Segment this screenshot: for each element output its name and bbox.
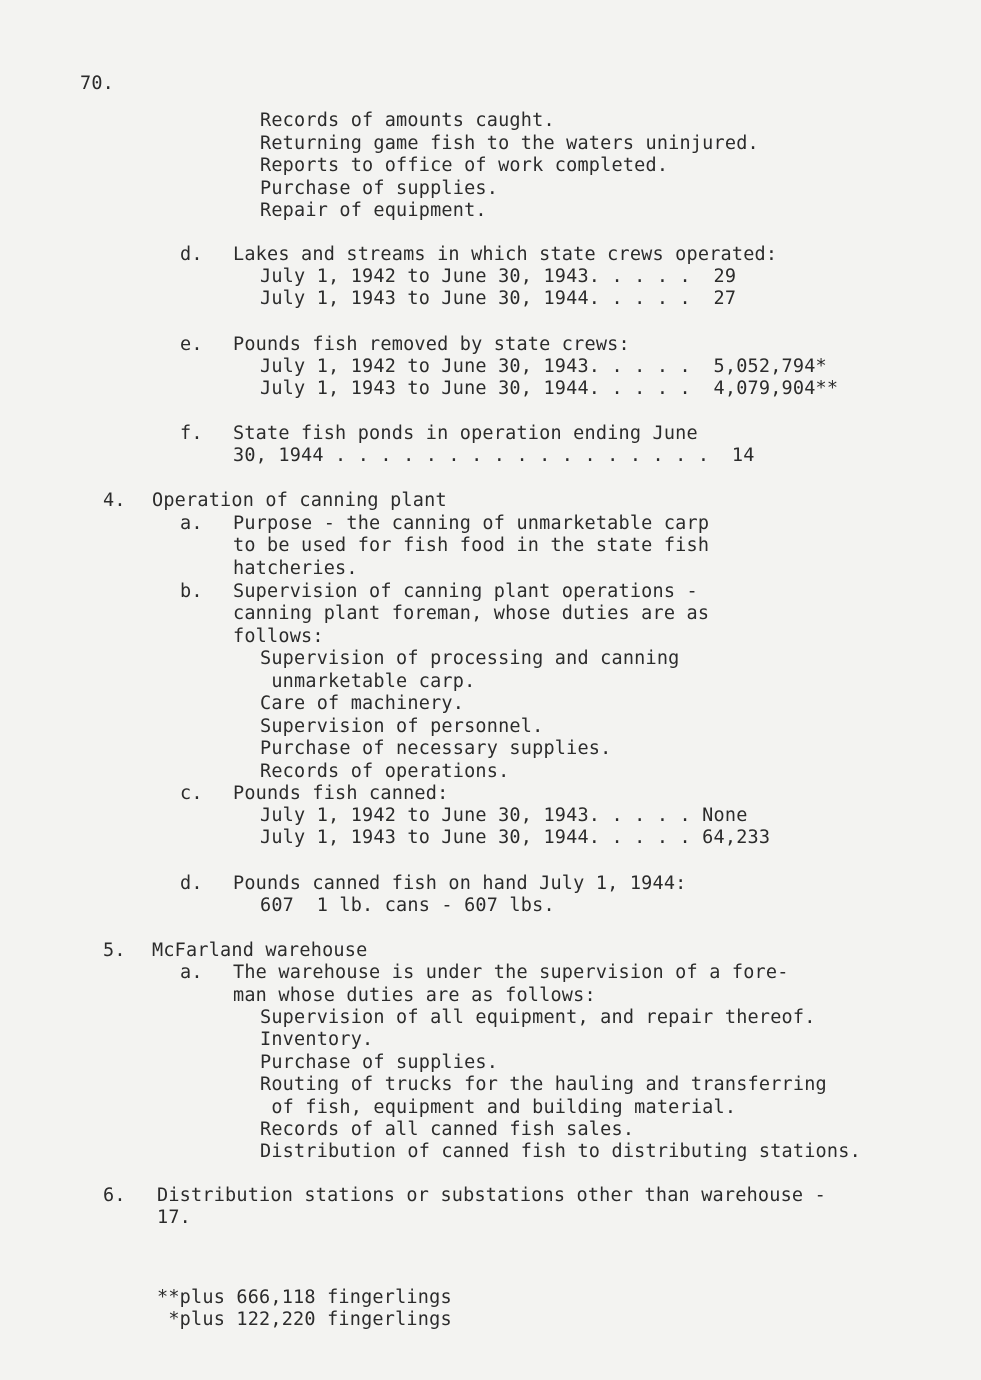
section-number: 6. — [103, 1185, 126, 1206]
pounds-removed-heading: Pounds fish removed by state crews: — [233, 334, 630, 355]
duty-item: Care of machinery. — [260, 693, 465, 714]
section-title: McFarland warehouse — [152, 940, 368, 961]
duty-item: Supervision of all equipment, and repair thereof. — [260, 1007, 816, 1028]
pounds-canned-row: July 1, 1942 to June 30, 1943. . . . . None — [260, 805, 748, 826]
item-label-a: a. — [180, 962, 203, 983]
section-number: 5. — [103, 940, 126, 961]
item-label-f: f. — [180, 423, 203, 444]
item-label-b: b. — [180, 581, 203, 602]
duty-item: of fish, equipment and building material. — [260, 1097, 737, 1118]
duty-item: Supervision of personnel. — [260, 716, 544, 737]
footnote: *plus 122,220 fingerlings — [157, 1309, 452, 1330]
item-label-d: d. — [180, 873, 203, 894]
canned-on-hand-heading: Pounds canned fish on hand July 1, 1944: — [233, 873, 687, 894]
lakes-heading: Lakes and streams in which state crews operated: — [233, 244, 778, 265]
duty-item: Purchase of necessary supplies. — [260, 738, 612, 759]
distribution-line: Distribution stations or substations other than warehouse - — [157, 1185, 826, 1206]
list-item: Records of amounts caught. — [260, 110, 555, 131]
item-label-c: c. — [180, 783, 203, 804]
page-number: 70. — [80, 73, 115, 94]
pounds-removed-row: July 1, 1942 to June 30, 1943. . . . . 5,052,794* — [260, 356, 827, 377]
list-item: Purchase of supplies. — [260, 178, 499, 199]
duty-item: Routing of trucks for the hauling and transferring — [260, 1074, 827, 1095]
distribution-count: 17. — [157, 1207, 192, 1228]
section-number: 4. — [103, 490, 126, 511]
purpose-line: Purpose - the canning of unmarketable carp — [233, 513, 710, 534]
supervision-line: canning plant foreman, whose duties are as — [233, 603, 710, 624]
duty-item: unmarketable carp. — [260, 671, 476, 692]
item-label-d: d. — [180, 244, 203, 265]
lakes-row: July 1, 1942 to June 30, 1943. . . . . 29 — [260, 266, 737, 287]
list-item: Reports to office of work completed. — [260, 155, 669, 176]
duty-item: Supervision of processing and canning — [260, 648, 680, 669]
warehouse-line: The warehouse is under the supervision of a fore- — [233, 962, 789, 983]
ponds-line-1: State fish ponds in operation ending June — [233, 423, 698, 444]
list-item: Repair of equipment. — [260, 200, 487, 221]
pounds-canned-row: July 1, 1943 to June 30, 1944. . . . . 64,233 — [260, 827, 771, 848]
duty-item: Records of all canned fish sales. — [260, 1119, 635, 1140]
section-title: Operation of canning plant — [152, 490, 447, 511]
footnote: **plus 666,118 fingerlings — [157, 1287, 452, 1308]
ponds-line-2: 30, 1944 . . . . . . . . . . . . . . . . . 14 — [233, 445, 755, 466]
pounds-canned-heading: Pounds fish canned: — [233, 783, 449, 804]
supervision-line: follows: — [233, 626, 324, 647]
item-label-a: a. — [180, 513, 203, 534]
item-label-e: e. — [180, 334, 203, 355]
pounds-removed-row: July 1, 1943 to June 30, 1944. . . . . 4,079,904** — [260, 378, 839, 399]
canned-on-hand-row: 607 1 lb. cans - 607 lbs. — [260, 895, 555, 916]
duty-item: Inventory. — [260, 1029, 374, 1050]
duty-item: Distribution of canned fish to distributing stations. — [260, 1141, 861, 1162]
duty-item: Records of operations. — [260, 761, 510, 782]
purpose-line: to be used for fish food in the state fish — [233, 535, 710, 556]
duty-item: Purchase of supplies. — [260, 1052, 499, 1073]
purpose-line: hatcheries. — [233, 558, 358, 579]
supervision-line: Supervision of canning plant operations - — [233, 581, 698, 602]
list-item: Returning game fish to the waters uninjured. — [260, 133, 759, 154]
warehouse-line: man whose duties are as follows: — [233, 985, 596, 1006]
lakes-row: July 1, 1943 to June 30, 1944. . . . . 27 — [260, 288, 737, 309]
